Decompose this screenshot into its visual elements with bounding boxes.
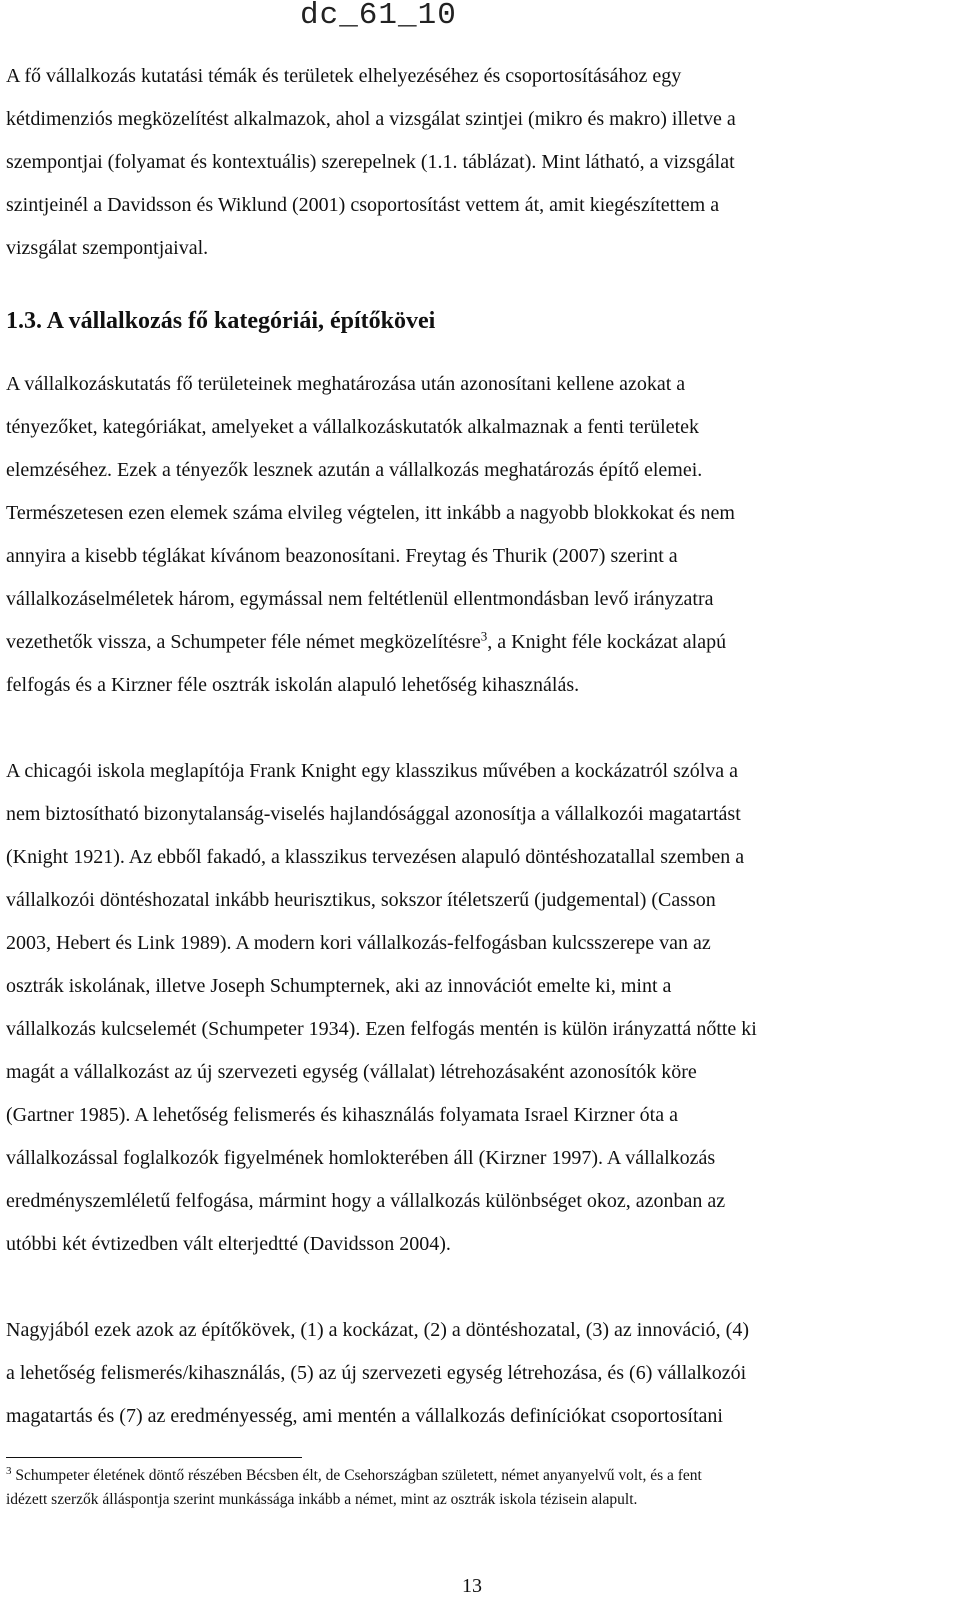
text-line: Természetesen ezen elemek száma elvileg végtelen, itt inkább a nagyobb blokkokat és nem — [6, 502, 735, 524]
text-line: osztrák iskolának, illetve Joseph Schumpternek, aki az innovációt emelte ki, mint a — [6, 975, 672, 997]
footnote-line — [6, 1466, 702, 1486]
text-line: (Knight 1921). Az ebből fakadó, a klasszikus tervezésen alapuló döntéshozatallal szemben a — [6, 846, 745, 868]
footnote-line: idézett szerzők álláspontja szerint munkássága inkább a német, mint az osztrák iskola tézisein alapult. — [6, 1491, 638, 1508]
text-line: vállalkozás kulcselemét (Schumpeter 1934). Ezen felfogás mentén is külön irányzattá nőtte ki — [6, 1018, 757, 1040]
text-line: nem biztosítható bizonytalanság-viselés hajlandósággal azonosítja a vállalkozói magatartást — [6, 803, 741, 825]
footnote-text: Schumpeter életének döntő részében Bécsben élt, de Csehországban született, német anyanyelvű volt, és a fent — [11, 1467, 702, 1484]
text-line: vállalkozáselméletek három, egymással nem feltétlenül ellentmondásban levő irányzatra — [6, 588, 714, 610]
text-segment: vezethetők vissza, a Schumpeter féle német megközelítésre — [6, 631, 481, 653]
footnote-marker: 3 — [6, 1464, 12, 1477]
text-line: A vállalkozáskutatás fő területeinek meghatározása után azonosítani kellene azokat a — [6, 373, 686, 395]
text-line: vizsgálat szempontjaival. — [6, 237, 209, 259]
text-line: 2003, Hebert és Link 1989). A modern kori vállalkozás-felfogásban kulcsszerepe van az — [6, 932, 711, 954]
section-heading: 1.3. A vállalkozás fő kategóriái, építőkövei — [6, 308, 436, 334]
footnote-reference[interactable]: 3 — [480, 628, 488, 644]
text-segment: , a Knight féle kockázat alapú — [487, 631, 727, 653]
footnote-separator — [6, 1457, 302, 1458]
text-line: szempontjai (folyamat és kontextuális) szerepelnek (1.1. táblázat). Mint látható, a vizsgálat — [6, 151, 735, 173]
text-line: annyira a kisebb téglákat kívánom beazonosítani. Freytag és Thurik (2007) szerint a — [6, 545, 678, 567]
document-id-header: dc_61_10 — [300, 0, 457, 33]
text-line: vállalkozói döntéshozatal inkább heurisztikus, sokszor ítéletszerű (judgemental) (Casson — [6, 889, 716, 911]
text-line: tényezőket, kategóriákat, amelyeket a vállalkozáskutatók alkalmaznak a fenti területek — [6, 416, 700, 438]
text-line: eredményszemléletű felfogása, mármint hogy a vállalkozás különbséget okoz, azonban az — [6, 1190, 726, 1212]
text-line: felfogás és a Kirzner féle osztrák iskolán alapuló lehetőség kihasználás. — [6, 674, 580, 696]
text-line: elemzéséhez. Ezek a tényezők lesznek azután a vállalkozás meghatározás építő elemei. — [6, 459, 703, 481]
page-number: 13 — [462, 1575, 482, 1597]
text-line: vállalkozással foglalkozók figyelmének homlokterében áll (Kirzner 1997). A vállalkozás — [6, 1147, 716, 1169]
text-line: A fő vállalkozás kutatási témák és területek elhelyezéséhez és csoportosításához egy — [6, 65, 682, 87]
text-line: kétdimenziós megközelítést alkalmazok, ahol a vizsgálat szintjei (mikro és makro) illetve a — [6, 108, 736, 130]
text-line: (Gartner 1985). A lehetőség felismerés és kihasználás folyamata Israel Kirzner óta a — [6, 1104, 678, 1126]
text-line: A chicagói iskola meglapítója Frank Knight egy klasszikus művében a kockázatról szólva a — [6, 760, 739, 782]
text-line: a lehetőség felismerés/kihasználás, (5) az új szervezeti egység létrehozása, és (6) vállalkozói — [6, 1362, 747, 1384]
text-line: Nagyjából ezek azok az építőkövek, (1) a kockázat, (2) a döntéshozatal, (3) az innováció, (4) — [6, 1319, 749, 1341]
text-line — [6, 630, 726, 654]
text-line: magatartás és (7) az eredményesség, ami mentén a vállalkozás definíciókat csoportosítani — [6, 1405, 723, 1427]
text-line: utóbbi két évtizedben vált elterjedtté (Davidsson 2004). — [6, 1233, 451, 1255]
text-line: magát a vállalkozást az új szervezeti egység (vállalat) létrehozásaként azonosítók köre — [6, 1061, 697, 1083]
text-line: szintjeinél a Davidsson és Wiklund (2001) csoportosítást vettem át, amit kiegészítettem a — [6, 194, 720, 216]
